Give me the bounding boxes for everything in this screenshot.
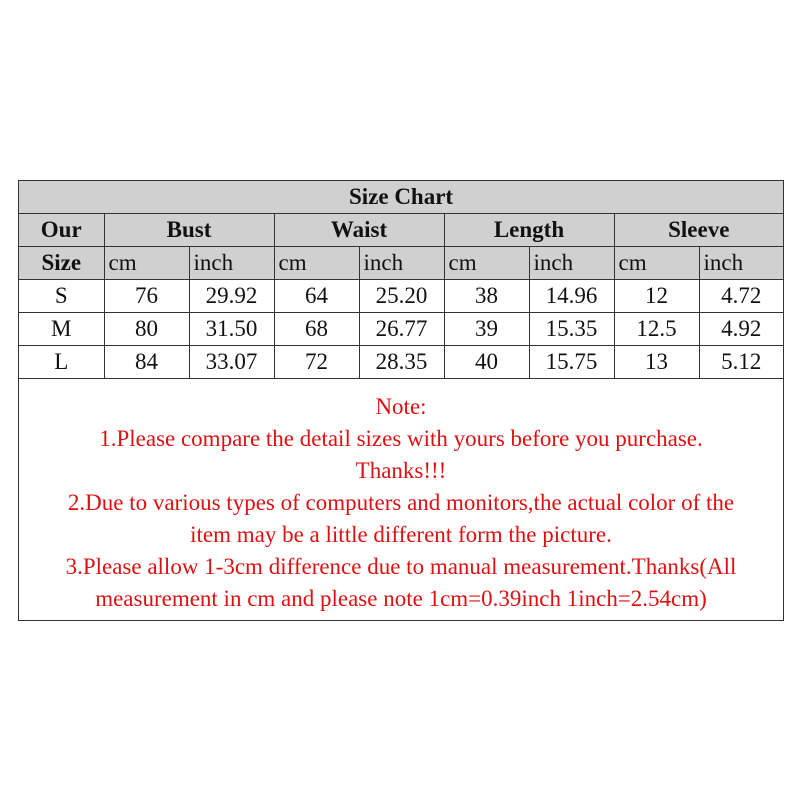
length-cm-cell: 40: [444, 346, 529, 379]
bust-cm-cell: 80: [104, 313, 189, 346]
group-bust: Bust: [104, 214, 274, 247]
note-line: 2.Due to various types of computers and monitors,the actual color of the: [67, 490, 735, 515]
size-table: [19, 181, 783, 379]
note-line: measurement in cm and please note 1cm=0.39inch 1inch=2.54cm): [95, 586, 707, 611]
table-row: [19, 346, 783, 379]
group-length: Length: [444, 214, 614, 247]
length-cm-cell: 38: [444, 280, 529, 313]
sleeve-cm-cell: 12.5: [614, 313, 699, 346]
sleeve-inch-cell: 4.92: [699, 313, 783, 346]
group-waist: Waist: [274, 214, 444, 247]
unit-inch: inch: [529, 247, 614, 280]
size-label-top: Our: [19, 214, 104, 247]
bust-inch-cell: 31.50: [189, 313, 274, 346]
size-cell: L: [19, 346, 104, 379]
length-inch-cell: 15.75: [529, 346, 614, 379]
sleeve-inch-cell: 5.12: [699, 346, 783, 379]
title-row: [19, 181, 783, 214]
size-label-bottom: Size: [19, 247, 104, 280]
length-cm-cell: 39: [444, 313, 529, 346]
unit-inch: inch: [359, 247, 444, 280]
bust-inch-cell: 33.07: [189, 346, 274, 379]
note-heading: Note:: [375, 394, 427, 419]
sleeve-cm-cell: 12: [614, 280, 699, 313]
waist-inch-cell: 28.35: [359, 346, 444, 379]
unit-header-row: [19, 247, 783, 280]
sleeve-cm-cell: 13: [614, 346, 699, 379]
table-row: [19, 313, 783, 346]
unit-cm: cm: [104, 247, 189, 280]
waist-inch-cell: 25.20: [359, 280, 444, 313]
table-row: [19, 280, 783, 313]
unit-inch: inch: [189, 247, 274, 280]
note-line: item may be a little different form the picture.: [190, 522, 612, 547]
length-inch-cell: 14.96: [529, 280, 614, 313]
chart-title: Size Chart: [19, 181, 783, 214]
length-inch-cell: 15.35: [529, 313, 614, 346]
group-sleeve: Sleeve: [614, 214, 783, 247]
waist-cm-cell: 64: [274, 280, 359, 313]
unit-inch: inch: [699, 247, 783, 280]
unit-cm: cm: [274, 247, 359, 280]
unit-cm: cm: [444, 247, 529, 280]
group-header-row: [19, 214, 783, 247]
note-line: 1.Please compare the detail sizes with yours before you purchase.: [99, 426, 703, 451]
unit-cm: cm: [614, 247, 699, 280]
waist-cm-cell: 68: [274, 313, 359, 346]
note-line: Thanks!!!: [355, 458, 447, 483]
notes-section: [19, 391, 783, 615]
note-line: 3.Please allow 1-3cm difference due to manual measurement.Thanks(All: [65, 554, 737, 579]
bust-cm-cell: 76: [104, 280, 189, 313]
sleeve-inch-cell: 4.72: [699, 280, 783, 313]
bust-inch-cell: 29.92: [189, 280, 274, 313]
waist-cm-cell: 72: [274, 346, 359, 379]
size-cell: S: [19, 280, 104, 313]
size-chart: [18, 180, 784, 621]
size-cell: M: [19, 313, 104, 346]
waist-inch-cell: 26.77: [359, 313, 444, 346]
bust-cm-cell: 84: [104, 346, 189, 379]
